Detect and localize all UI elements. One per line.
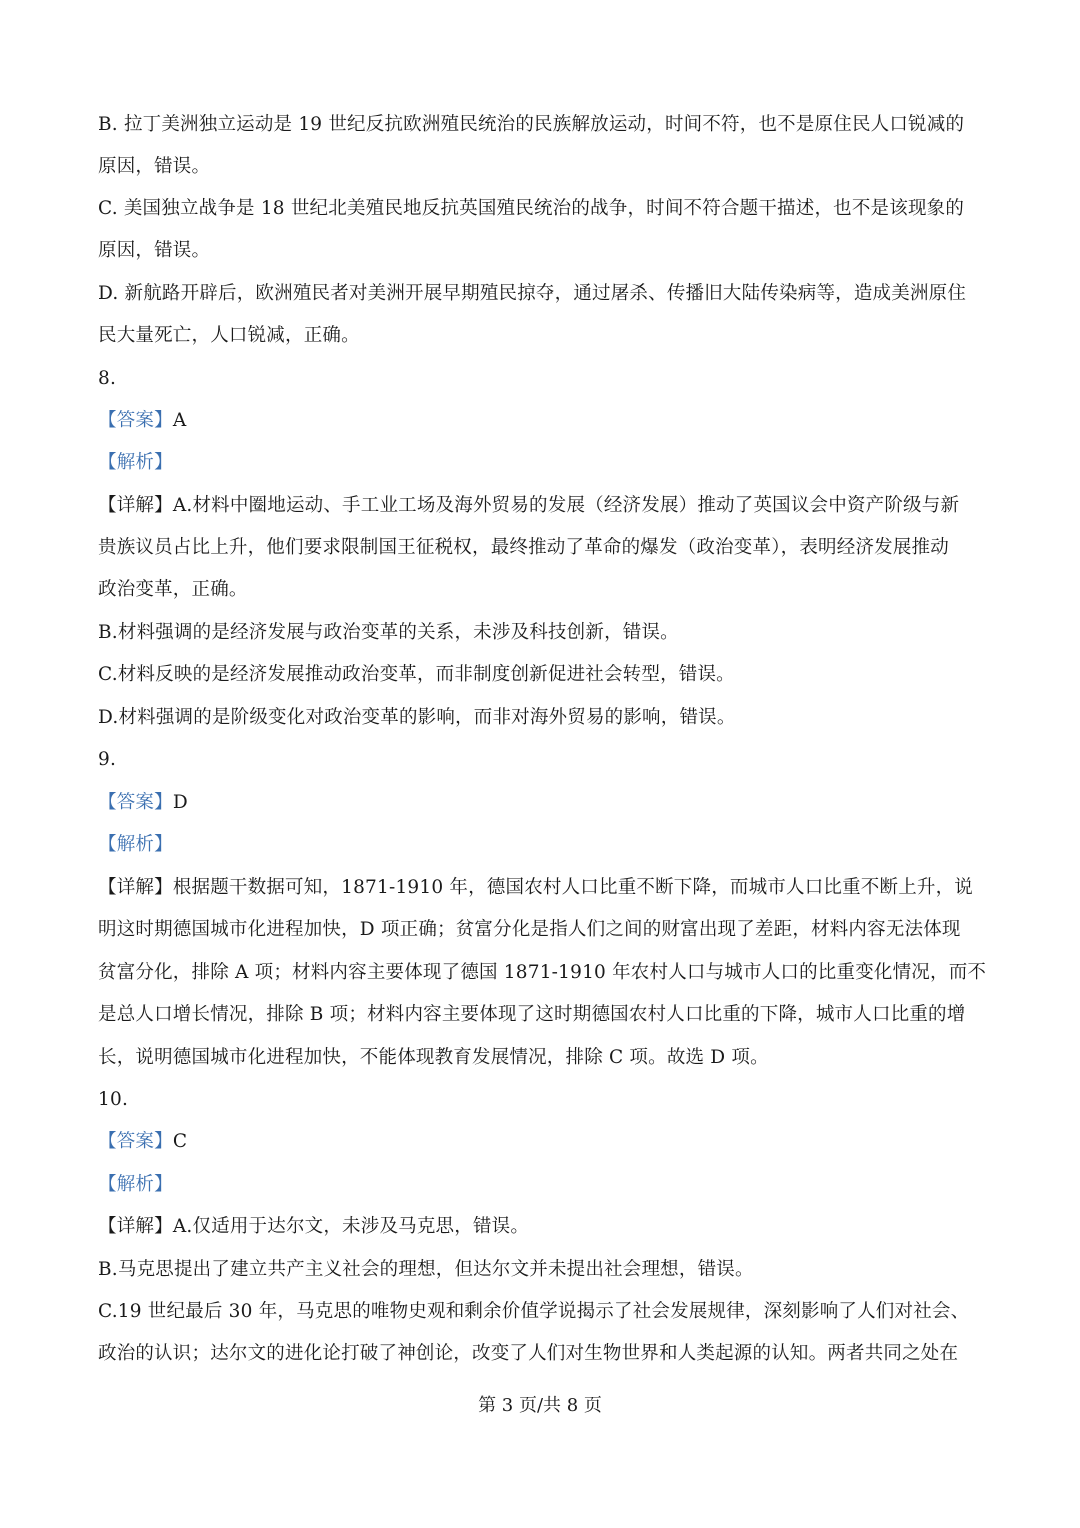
question-10-number: 10. <box>98 1089 129 1110</box>
answer-tag: 【答案】 <box>98 1131 173 1152</box>
detail-tag: 【详解】 <box>98 1216 173 1237</box>
option-d-q7-line2: 民大量死亡，人口锐减，正确。 <box>98 325 360 346</box>
question-10-answer <box>98 1130 988 1154</box>
answer-value: C <box>172 1131 188 1152</box>
question-8-option-c: C.材料反映的是经济发展推动政治变革，而非制度创新促进社会转型，错误。 <box>98 664 735 685</box>
question-8-detail-line1 <box>98 494 988 518</box>
detail-text: A.材料中圈地运动、手工业工场及海外贸易的发展（经济发展）推动了英国议会中资产阶级与新 <box>172 495 960 516</box>
question-8-number: 8. <box>98 368 117 389</box>
page-number-footer: 第 3 页/共 8 页 <box>478 1395 602 1416</box>
question-9-detail-line5: 长，说明德国城市化进程加快，不能体现教育发展情况，排除 C 项。故选 D 项。 <box>98 1047 769 1068</box>
option-b-q7-line2: 原因，错误。 <box>98 156 211 177</box>
answer-tag: 【答案】 <box>98 792 173 813</box>
detail-tag: 【详解】 <box>98 877 173 898</box>
question-8-option-b: B.材料强调的是经济发展与政治变革的关系，未涉及科技创新，错误。 <box>98 622 679 643</box>
question-8-analysis-tag: 【解析】 <box>98 452 173 473</box>
answer-tag: 【答案】 <box>98 410 173 431</box>
answer-value: D <box>172 792 188 813</box>
detail-text: A.仅适用于达尔文，未涉及马克思，错误。 <box>172 1216 530 1237</box>
question-8-detail-line3: 政治变革，正确。 <box>98 579 248 600</box>
option-b-q7-line1: B. 拉丁美洲独立运动是 19 世纪反抗欧洲殖民统治的民族解放运动，时间不符，也不是原住民人口锐减的 <box>98 114 965 135</box>
option-c-q7-line1: C. 美国独立战争是 18 世纪北美殖民地反抗英国殖民统治的战争，时间不符合题干描述，也不是该现象的 <box>98 198 965 219</box>
question-9-analysis-tag: 【解析】 <box>98 834 173 855</box>
question-9-detail-line2: 明这时期德国城市化进程加快，D 项正确；贫富分化是指人们之间的财富出现了差距，材料内容无法体现 <box>98 919 961 940</box>
option-d-q7-line1: D. 新航路开辟后，欧洲殖民者对美洲开展早期殖民掠夺，通过屠杀、传播旧大陆传染病等，造成美洲原住 <box>98 283 967 304</box>
question-10-option-c-line2: 政治的认识；达尔文的进化论打破了神创论，改变了人们对生物世界和人类起源的认知。两者共同之处在 <box>98 1343 959 1364</box>
option-c-q7-line2: 原因，错误。 <box>98 240 211 261</box>
question-10-option-c-line1: C.19 世纪最后 30 年，马克思的唯物史观和剩余价值学说揭示了社会发展规律，深刻影响了人们对社会、 <box>98 1301 970 1322</box>
question-8-detail-line2: 贵族议员占比上升，他们要求限制国王征税权，最终推动了革命的爆发（政治变革），表明经济发展推动 <box>98 537 949 558</box>
question-8-answer <box>98 409 988 433</box>
question-9-detail-line4: 是总人口增长情况，排除 B 项；材料内容主要体现了这时期德国农村人口比重的下降，城市人口比重的增 <box>98 1004 966 1025</box>
question-9-number: 9. <box>98 749 117 770</box>
question-10-analysis-tag: 【解析】 <box>98 1174 173 1195</box>
question-10-detail-line1 <box>98 1215 988 1239</box>
answer-value: A <box>172 410 187 431</box>
question-9-detail-line3: 贫富分化，排除 A 项；材料内容主要体现了德国 1871-1910 年农村人口与城市人口的比重变化情况，而不 <box>98 962 987 983</box>
question-8-option-d: D.材料强调的是阶级变化对政治变革的影响，而非对海外贸易的影响，错误。 <box>98 707 736 728</box>
detail-tag: 【详解】 <box>98 495 173 516</box>
question-9-detail-line1 <box>98 876 988 900</box>
question-10-option-b: B.马克思提出了建立共产主义社会的理想，但达尔文并未提出社会理想，错误。 <box>98 1259 754 1280</box>
detail-text: 根据题干数据可知，1871-1910 年，德国农村人口比重不断下降，而城市人口比重不断上升，说 <box>172 877 974 898</box>
question-9-answer <box>98 791 988 815</box>
